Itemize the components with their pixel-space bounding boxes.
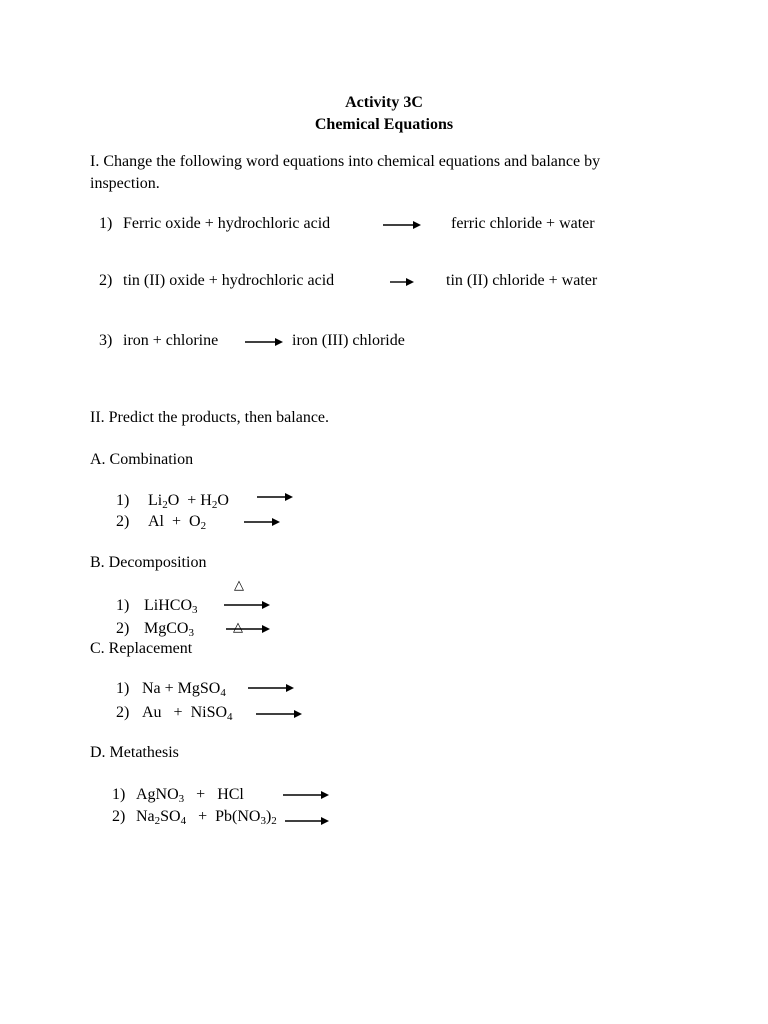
c1-number: 1) — [116, 680, 130, 697]
eq1-arrow-icon — [383, 218, 421, 232]
d2-arrow-icon — [285, 814, 329, 828]
eq1-products: ferric chloride + water — [451, 215, 595, 232]
activity-title: Activity 3C — [345, 94, 423, 111]
d2-number: 2) — [112, 808, 126, 825]
heat-delta-icon-2: △ — [233, 619, 243, 634]
part1-instruction-line1: I. Change the following word equations into chemical equations and balance by — [90, 153, 601, 170]
c1-arrow-icon — [248, 681, 294, 695]
section-d-heading: D. Metathesis — [90, 744, 179, 761]
d2-formula: $Na_2SO_4 + Pb(NO_3)_2$ — [136, 808, 277, 827]
eq3-arrow-icon — [245, 335, 283, 349]
eq2-reactants: tin (II) oxide + hydrochloric acid — [123, 272, 335, 289]
part1-instruction-line2: inspection. — [90, 175, 160, 192]
page-title: Chemical Equations — [314, 116, 454, 133]
section-c-heading: C. Replacement — [90, 640, 193, 657]
b1-number: 1) — [116, 597, 130, 614]
part2-instruction: II. Predict the products, then balance. — [90, 409, 330, 426]
a2-number: 2) — [116, 513, 130, 530]
a1-number: 1) — [116, 492, 130, 509]
d1-number: 1) — [112, 786, 126, 803]
a2-arrow-icon — [244, 515, 280, 529]
c2-arrow-icon — [256, 707, 302, 721]
eq2-arrow-icon — [390, 275, 414, 289]
b2-formula: MgCO$_3$ — [144, 620, 194, 639]
a1-formula: $Li_2O + H_2O$ — [148, 492, 229, 511]
c2-formula: Au + NiSO$_4$ — [142, 704, 233, 723]
c2-number: 2) — [116, 704, 130, 721]
eq3-reactants: iron + chlorine — [123, 332, 219, 349]
eq2-products: tin (II) chloride + water — [446, 272, 598, 289]
c1-formula: Na + MgSO$_4$ — [142, 680, 226, 699]
a2-formula: $Al + O_2$ — [148, 513, 207, 532]
eq3-number: 3) — [99, 332, 113, 349]
b1-formula: LiHCO$_3$ — [144, 597, 198, 616]
b1-arrow-icon — [224, 598, 270, 612]
section-b-heading: B. Decomposition — [90, 554, 207, 571]
eq1-number: 1) — [99, 215, 113, 232]
d1-formula: AgNO$_3$ + HCl — [136, 786, 244, 805]
eq3-products: iron (III) chloride — [292, 332, 405, 349]
eq1-reactants: Ferric oxide + hydrochloric acid — [123, 215, 331, 232]
d1-arrow-icon — [283, 788, 329, 802]
eq2-number: 2) — [99, 272, 113, 289]
b2-number: 2) — [116, 620, 130, 637]
heat-delta-icon: △ — [234, 577, 244, 592]
a1-arrow-icon — [257, 490, 293, 504]
section-a-heading: A. Combination — [90, 451, 194, 468]
